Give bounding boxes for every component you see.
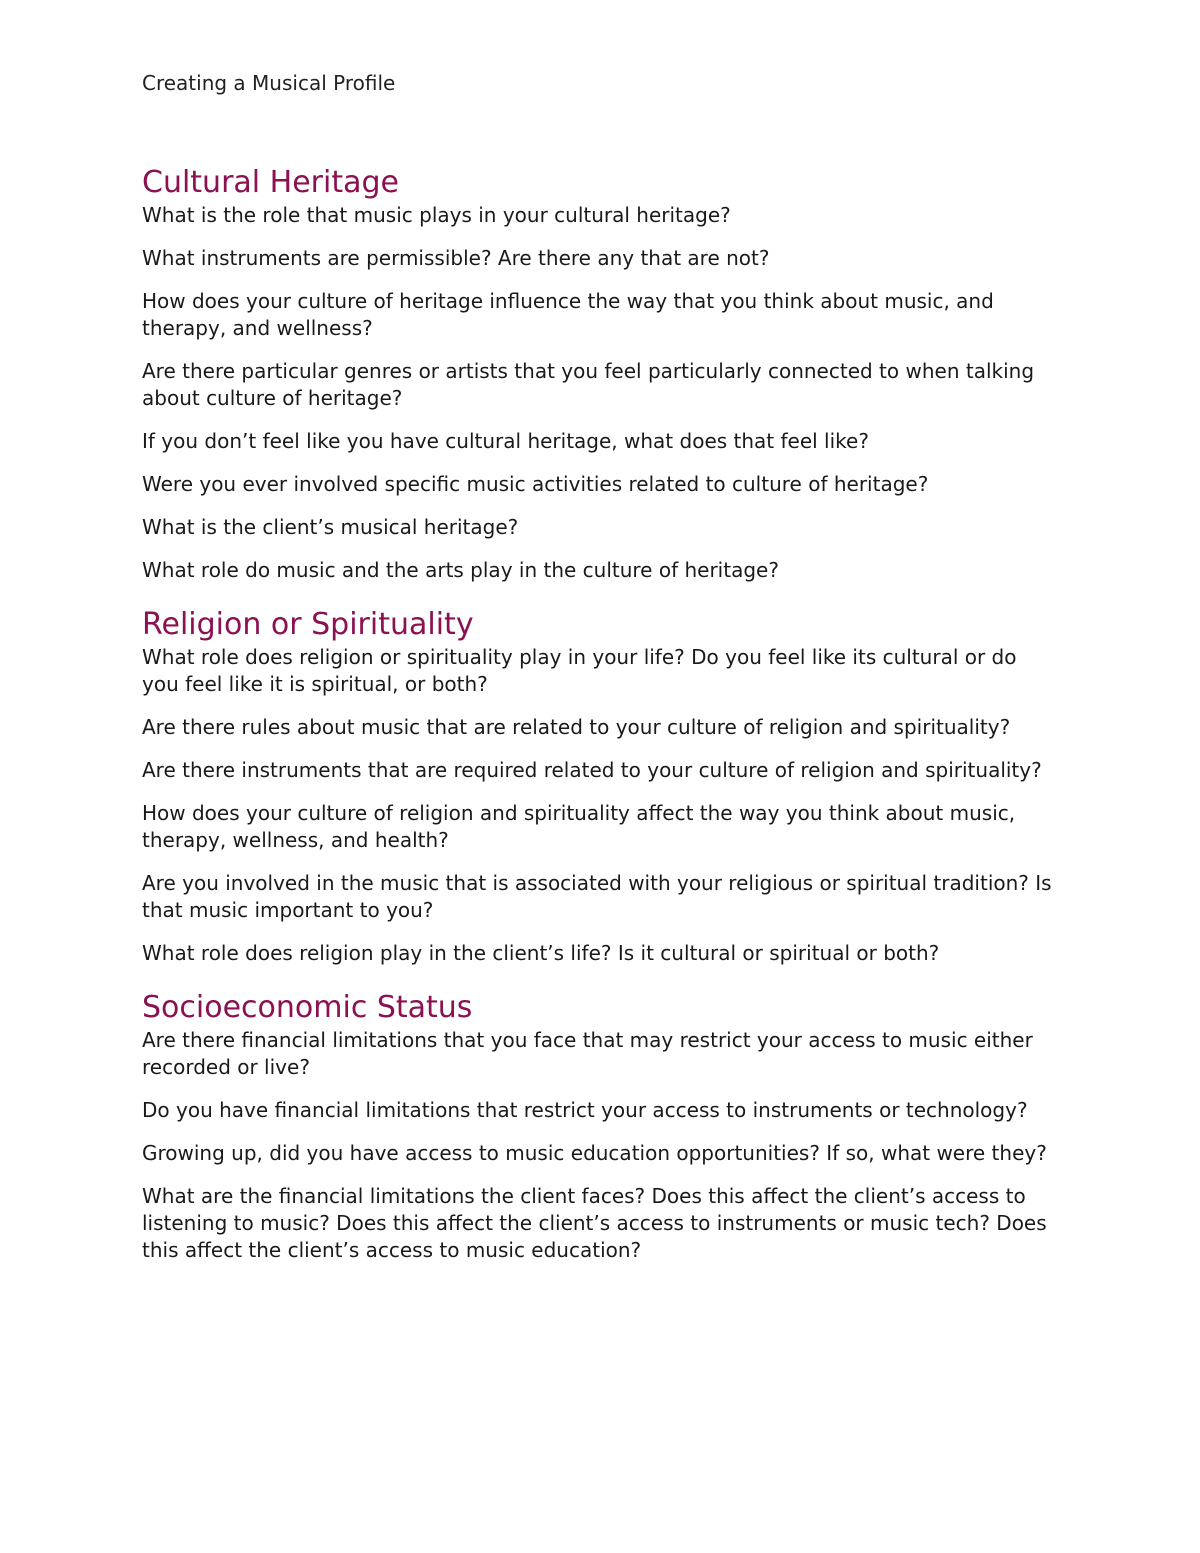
section-religion-or-spirituality	[142, 606, 1057, 967]
question-text: Are there particular genres or artists that you feel particularly connected to when talking about culture of heritage?	[142, 359, 1035, 410]
question-text: What is the client’s musical heritage?	[142, 515, 519, 539]
question-text: What is the role that music plays in your cultural heritage?	[142, 203, 731, 227]
question-text: What role does religion play in the client’s life? Is it cultural or spiritual or both?	[142, 941, 940, 965]
question-text: Are you involved in the music that is associated with your religious or spiritual tradition? Is that music important to you?	[142, 871, 1052, 922]
question-text: Are there financial limitations that you face that may restrict your access to music either recorded or live?	[142, 1028, 1033, 1079]
question-text: What instruments are permissible? Are there any that are not?	[142, 246, 770, 270]
question-text: Were you ever involved specific music activities related to culture of heritage?	[142, 472, 929, 496]
section-cultural-heritage	[142, 164, 1057, 584]
question-text: What are the financial limitations the client faces? Does this affect the client’s access to listening to music? Does this affect the client’s access to instruments or music tech? Does this affect the client’s access to music education?	[142, 1184, 1047, 1262]
section-socioeconomic-status	[142, 989, 1057, 1264]
question-text: Are there instruments that are required related to your culture of religion and spirituality?	[142, 758, 1042, 782]
document-title: Creating a Musical Profile	[142, 71, 396, 95]
question-text: What role does religion or spirituality play in your life? Do you feel like its cultural or do you feel like it is spiritual, or both?	[142, 645, 1017, 696]
question-text: What role do music and the arts play in the culture of heritage?	[142, 558, 779, 582]
question-text: Do you have financial limitations that restrict your access to instruments or technology?	[142, 1098, 1028, 1122]
document-content	[142, 164, 1057, 1280]
question-text: Are there rules about music that are related to your culture of religion and spirituality?	[142, 715, 1011, 739]
section-heading: Cultural Heritage	[142, 165, 399, 200]
section-heading: Socioeconomic Status	[142, 990, 473, 1025]
question-text: Growing up, did you have access to music education opportunities? If so, what were they?	[142, 1141, 1047, 1165]
question-text: How does your culture of religion and spirituality affect the way you think about music, therapy, wellness, and health?	[142, 801, 1016, 852]
question-text: If you don’t feel like you have cultural heritage, what does that feel like?	[142, 429, 869, 453]
section-heading: Religion or Spirituality	[142, 607, 474, 642]
question-text: How does your culture of heritage influence the way that you think about music, and therapy, and wellness?	[142, 289, 994, 340]
